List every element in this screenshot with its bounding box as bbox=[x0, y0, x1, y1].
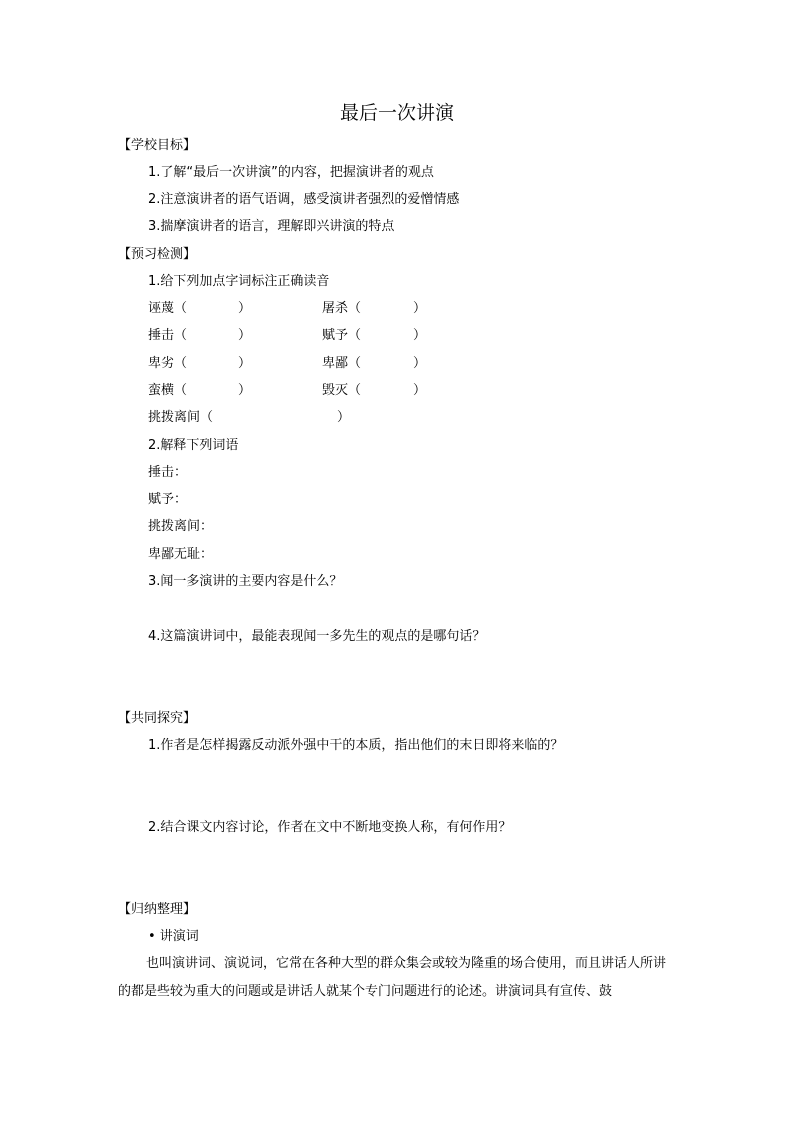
explore-question: 1.作者是怎样揭露反动派外强中干的本质，指出他们的末日即将来临的？ bbox=[148, 738, 564, 753]
pinyin-word: 挑拨离间（ bbox=[148, 410, 214, 425]
summary-paragraph: 也叫演讲词、演说词，它常在各种大型的群众集会或较为隆重的场合使用，而且讲话人所讲的都是些较为重大的问题或是讲话人就某个专门问题进行的论述。讲演词具有宣传、鼓 bbox=[118, 956, 667, 999]
question-main-content: 3.闻一多演讲的主要内容是什么？ bbox=[148, 574, 343, 589]
question-terms: 2.解释下列词语 bbox=[148, 438, 239, 453]
explore-question: 2.结合课文内容讨论，作者在文中不断地变换人称，有何作用？ bbox=[148, 820, 512, 835]
term-item: 捶击： bbox=[148, 465, 188, 480]
term-item: 挑拨离间： bbox=[148, 519, 214, 534]
section-heading-goals: 【学校目标】 bbox=[118, 138, 197, 153]
pinyin-word: 捶击（ bbox=[148, 328, 188, 343]
section-heading-preview: 【预习检测】 bbox=[118, 247, 197, 262]
pinyin-word: 赋予（ bbox=[322, 328, 362, 343]
pinyin-close: ） bbox=[238, 356, 252, 371]
summary-bullet: • 讲演词 bbox=[148, 929, 199, 944]
goal-item: 1.了解“最后一次讲演”的内容，把握演讲者的观点 bbox=[148, 165, 434, 180]
section-heading-summary: 【归纳整理】 bbox=[118, 902, 197, 917]
pinyin-word: 蛮横（ bbox=[148, 383, 188, 398]
goal-item: 3.揣摩演讲者的语言，理解即兴讲演的特点 bbox=[148, 219, 395, 234]
question-key-sentence: 4.这篇演讲词中，最能表现闻一多先生的观点的是哪句话？ bbox=[148, 629, 486, 644]
goal-item: 2.注意演讲者的语气语调，感受演讲者强烈的爱憎情感 bbox=[148, 192, 460, 207]
pinyin-close: ） bbox=[413, 328, 427, 343]
pinyin-word: 卑鄙（ bbox=[322, 356, 362, 371]
pinyin-close: ） bbox=[337, 410, 351, 425]
pinyin-close: ） bbox=[413, 301, 427, 316]
pinyin-close: ） bbox=[238, 301, 252, 316]
term-item: 赋予： bbox=[148, 492, 188, 507]
pinyin-close: ） bbox=[413, 383, 427, 398]
section-heading-explore: 【共同探究】 bbox=[118, 711, 197, 726]
pinyin-word: 屠杀（ bbox=[322, 301, 362, 316]
pinyin-close: ） bbox=[238, 383, 252, 398]
pinyin-close: ） bbox=[238, 328, 252, 343]
page-title: 最后一次讲演 bbox=[339, 102, 454, 124]
pinyin-word: 卑劣（ bbox=[148, 356, 188, 371]
question-pinyin: 1.给下列加点字词标注正确读音 bbox=[148, 274, 330, 289]
pinyin-word: 诬蔑（ bbox=[148, 301, 188, 316]
pinyin-close: ） bbox=[413, 356, 427, 371]
term-item: 卑鄙无耻： bbox=[148, 547, 214, 562]
pinyin-word: 毁灭（ bbox=[322, 383, 362, 398]
